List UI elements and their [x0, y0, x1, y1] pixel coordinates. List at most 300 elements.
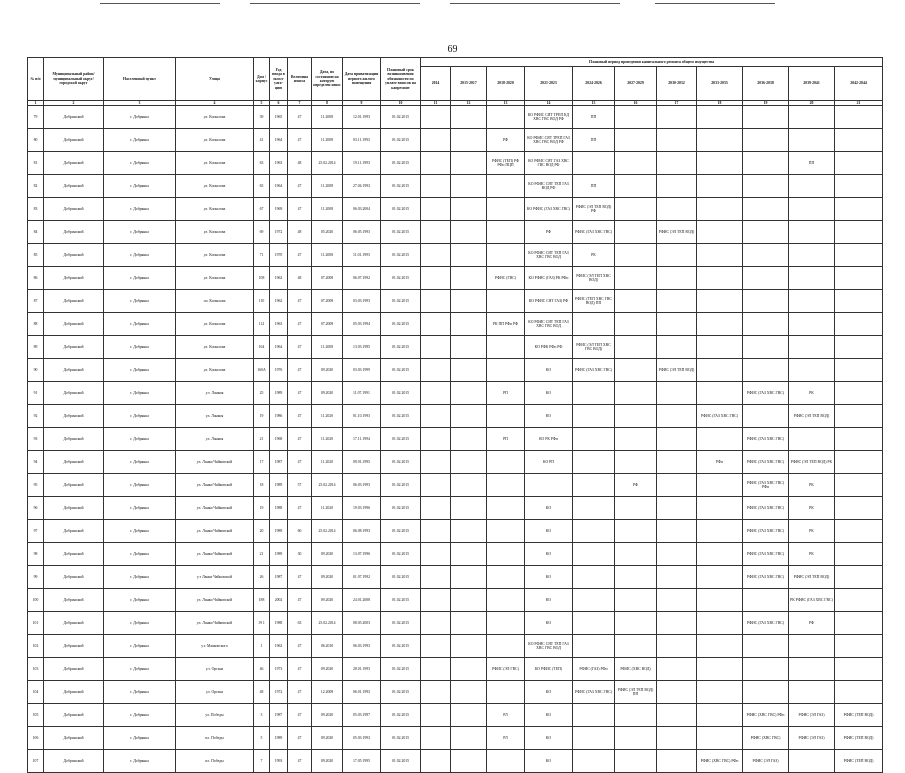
period-cell	[657, 612, 697, 635]
period-cell	[835, 428, 883, 451]
fee-date-cell: 01.02.2015	[381, 152, 421, 175]
period-cell	[835, 129, 883, 152]
district-cell: Добринский	[44, 313, 104, 336]
period-cell	[451, 382, 487, 405]
wear-date-cell: 09.2020	[312, 704, 343, 727]
house-cell: 164	[254, 336, 270, 359]
period-cell	[615, 336, 657, 359]
period-cell	[697, 658, 743, 681]
year-cell: 1972	[270, 681, 288, 704]
period-cell	[487, 681, 525, 704]
period-cell	[615, 129, 657, 152]
wear-cell: 48	[288, 221, 312, 244]
period-cell	[451, 405, 487, 428]
period-cell: КО РП	[525, 451, 573, 474]
privatization-date-cell: 06.07.1992	[343, 267, 381, 290]
district-cell: Добринский	[44, 589, 104, 612]
period-cell	[697, 198, 743, 221]
table-row	[28, 129, 883, 152]
district-cell: Добринский	[44, 497, 104, 520]
table-row	[28, 612, 883, 635]
column-number: 6	[270, 101, 288, 106]
period-cell	[451, 198, 487, 221]
period-cell	[657, 566, 697, 589]
period-cell: РП	[487, 382, 525, 405]
fee-date-cell: 01.02.2015	[381, 635, 421, 658]
street-cell: у.т Ланки Чайковской	[176, 566, 254, 589]
year-cell: 1989	[270, 543, 288, 566]
period-cell	[421, 520, 451, 543]
period-cell	[657, 474, 697, 497]
period-cell	[573, 451, 615, 474]
privatization-date-cell: 11.01.1993	[343, 244, 381, 267]
period-cell	[451, 451, 487, 474]
street-cell: пл. Копылова	[176, 290, 254, 313]
wear-cell: 47	[288, 175, 312, 198]
period-cell: РФИС (ХВС ГВС)	[743, 727, 789, 750]
period-cell	[615, 152, 657, 175]
period-cell: КО	[525, 543, 573, 566]
row-number: 103	[28, 658, 44, 681]
period-cell	[697, 336, 743, 359]
fee-date-cell: 01.02.2015	[381, 681, 421, 704]
period-cell	[421, 405, 451, 428]
table-row	[28, 451, 883, 474]
period-cell	[615, 221, 657, 244]
wear-date-cell: 07.2008	[312, 267, 343, 290]
year-cell: 1987	[270, 566, 288, 589]
period-cell	[743, 658, 789, 681]
period-cell	[487, 497, 525, 520]
period-cell	[573, 704, 615, 727]
period-cell	[487, 566, 525, 589]
column-number: 1	[28, 101, 44, 106]
period-cell: РФИС (ЭЛ ТЕП ХВС ГВС ВОД)	[573, 336, 615, 359]
privatization-date-cell: 01.10.1993	[343, 405, 381, 428]
period-cell	[789, 336, 835, 359]
period-cell: КО	[525, 750, 573, 773]
period-cell	[573, 589, 615, 612]
street-cell: у.т. Ланкия	[176, 382, 254, 405]
period-cell	[657, 497, 697, 520]
period-cell	[573, 382, 615, 405]
period-cell	[421, 612, 451, 635]
street-cell: ул. Ланкия	[176, 428, 254, 451]
period-cell	[421, 221, 451, 244]
privatization-date-cell: 05.03.1997	[343, 704, 381, 727]
period-cell	[743, 336, 789, 359]
period-cell	[451, 658, 487, 681]
fee-date-cell: 01.02.2015	[381, 589, 421, 612]
wear-cell: 47	[288, 658, 312, 681]
place-cell: г. Добрянка	[104, 589, 176, 612]
house-cell: 108	[254, 267, 270, 290]
district-cell: Добринский	[44, 750, 104, 773]
period-cell	[573, 727, 615, 750]
table-row	[28, 428, 883, 451]
privatization-date-cell: 05.03.1993	[343, 727, 381, 750]
year-cell: 2002	[270, 589, 288, 612]
period-cell	[451, 681, 487, 704]
period-cell	[573, 152, 615, 175]
period-cell	[657, 589, 697, 612]
period-cell	[835, 152, 883, 175]
period-cell	[615, 727, 657, 750]
street-cell: ул. Ланкия	[176, 405, 254, 428]
table-row	[28, 727, 883, 750]
column-number: 10	[381, 101, 421, 106]
period-cell	[657, 336, 697, 359]
table-row	[28, 359, 883, 382]
period-cell: РФИС (ЭЛ ТЕП ВОД) ПП	[615, 681, 657, 704]
period-cell	[835, 313, 883, 336]
period-cell	[451, 589, 487, 612]
table-row	[28, 221, 883, 244]
row-number: 91	[28, 382, 44, 405]
row-number: 104	[28, 681, 44, 704]
fee-date-cell: 01.02.2015	[381, 727, 421, 750]
period-cell: РФ	[487, 129, 525, 152]
column-number: 17	[657, 101, 697, 106]
place-cell: г. Добрянка	[104, 405, 176, 428]
period-cell	[451, 474, 487, 497]
column-number: 18	[697, 101, 743, 106]
street-cell: пл. Победы	[176, 727, 254, 750]
year-cell: 1989	[270, 474, 288, 497]
column-number: 19	[743, 101, 789, 106]
row-number: 105	[28, 704, 44, 727]
district-cell: Добринский	[44, 267, 104, 290]
table-row	[28, 290, 883, 313]
table-row	[28, 244, 883, 267]
wear-date-cell: 12.2008	[312, 681, 343, 704]
period-cell: КО РФИС СЯТ ТЕП ГАЗ ХВС ГВС ВОД	[525, 635, 573, 658]
place-cell: г. Добрянка	[104, 244, 176, 267]
period-cell	[743, 290, 789, 313]
period-cell	[743, 198, 789, 221]
fee-date-cell: 01.02.2015	[381, 382, 421, 405]
top-rule	[250, 3, 420, 4]
period-cell	[835, 221, 883, 244]
period-cell	[421, 313, 451, 336]
period-cell	[573, 635, 615, 658]
place-cell: г. Добрянка	[104, 106, 176, 129]
privatization-date-cell: 17.11.1994	[343, 428, 381, 451]
wear-date-cell: 09.2020	[312, 543, 343, 566]
period-cell	[451, 428, 487, 451]
period-cell	[421, 359, 451, 382]
period-cell	[451, 750, 487, 773]
period-cell	[697, 566, 743, 589]
period-cell: РФИС (ТЕП) РФ РФп ПЦП	[487, 152, 525, 175]
row-number: 94	[28, 451, 44, 474]
district-cell: Добринский	[44, 382, 104, 405]
street-cell: ул. Копылова	[176, 198, 254, 221]
place-cell: г. Добрянка	[104, 704, 176, 727]
top-rule	[450, 3, 620, 4]
privatization-date-cell: 11.07.1991	[343, 382, 381, 405]
period-cell	[835, 543, 883, 566]
period-cell	[487, 589, 525, 612]
table-row	[28, 336, 883, 359]
period-cell	[487, 635, 525, 658]
period-cell	[789, 198, 835, 221]
period-cell	[615, 267, 657, 290]
period-cell	[451, 704, 487, 727]
house-cell: 110	[254, 290, 270, 313]
period-cell	[451, 152, 487, 175]
house-cell: 39	[254, 106, 270, 129]
period-cell: КО	[525, 497, 573, 520]
period-cell: РК	[789, 520, 835, 543]
period-cell: КО РФИС (ГАЗ ХВС ГВС)	[525, 198, 573, 221]
privatization-date-cell: 06.03.2004	[343, 198, 381, 221]
col-header: Плановый срок возникновения обязанности по уплате взносов на капремонт	[381, 58, 421, 101]
period-cell	[421, 336, 451, 359]
period-cell	[421, 474, 451, 497]
wear-cell: 30	[288, 543, 312, 566]
house-cell: 160А	[254, 359, 270, 382]
wear-date-cell: 07.2008	[312, 290, 343, 313]
period-cell: РФИС (ЭЛ ГАЗ)	[789, 704, 835, 727]
street-cell: ул. Копылова	[176, 313, 254, 336]
period-cell	[789, 175, 835, 198]
wear-cell: 47	[288, 313, 312, 336]
period-cell	[743, 635, 789, 658]
year-cell: 1962	[270, 635, 288, 658]
column-number: 4	[176, 101, 254, 106]
period-cell	[743, 589, 789, 612]
period-cell	[487, 244, 525, 267]
period-cell: РФИС (ГАЗ ХВС ГВС)	[697, 405, 743, 428]
district-cell: Добринский	[44, 244, 104, 267]
privatization-date-cell: 06.01.1993	[343, 681, 381, 704]
col-header: № п/п	[28, 58, 44, 101]
period-cell	[421, 129, 451, 152]
period-cell: РФИС (ЭЛ ГАЗ)	[743, 750, 789, 773]
street-cell: ул. Ланки Чайковской	[176, 520, 254, 543]
period-cell	[451, 221, 487, 244]
table-row	[28, 175, 883, 198]
period-cell	[657, 658, 697, 681]
row-number: 102	[28, 635, 44, 658]
row-number: 92	[28, 405, 44, 428]
district-cell: Добринский	[44, 106, 104, 129]
wear-date-cell: 25.02.2014	[312, 612, 343, 635]
fee-date-cell: 01.02.2015	[381, 267, 421, 290]
row-number: 95	[28, 474, 44, 497]
wear-date-cell: 11.2020	[312, 451, 343, 474]
period-cell	[421, 635, 451, 658]
table-row	[28, 474, 883, 497]
period-cell	[421, 175, 451, 198]
house-cell: 48	[254, 681, 270, 704]
top-rule	[655, 3, 775, 4]
district-cell: Добринский	[44, 704, 104, 727]
house-cell: 18	[254, 474, 270, 497]
column-number: 16	[615, 101, 657, 106]
period-header: 2015-2017	[451, 67, 487, 101]
wear-date-cell: 25.02.2014	[312, 152, 343, 175]
fee-date-cell: 01.02.2015	[381, 658, 421, 681]
house-cell: 3	[254, 704, 270, 727]
district-cell: Добринский	[44, 129, 104, 152]
wear-date-cell: 25.02.2014	[312, 474, 343, 497]
period-cell: КО РФИС СЯТ ГАЗ) РФ	[525, 290, 573, 313]
period-cell: КО РК РФп	[525, 428, 573, 451]
year-cell: 1968	[270, 428, 288, 451]
period-cell	[743, 106, 789, 129]
period-cell: КО	[525, 589, 573, 612]
place-cell: г. Добрянка	[104, 428, 176, 451]
period-cell	[657, 543, 697, 566]
period-header: 2030-2032	[657, 67, 697, 101]
street-cell: ул. Победы	[176, 704, 254, 727]
plan-group-header: Плановый период проведения капитального ремонта общего имущества	[421, 58, 883, 67]
period-cell	[573, 497, 615, 520]
period-cell: РФИС (ЭЛ ТЕП ВОД)	[789, 566, 835, 589]
period-cell	[573, 313, 615, 336]
wear-date-cell: 09.2020	[312, 359, 343, 382]
period-cell: ПП	[573, 129, 615, 152]
wear-date-cell: 06.2010	[312, 635, 343, 658]
table-row	[28, 543, 883, 566]
period-cell	[697, 129, 743, 152]
period-cell	[789, 658, 835, 681]
period-cell: РФИС (ГАЗ ХВС ГВС)	[743, 497, 789, 520]
wear-date-cell: 11.2020	[312, 428, 343, 451]
row-number: 101	[28, 612, 44, 635]
table-row	[28, 267, 883, 290]
fee-date-cell: 01.02.2015	[381, 290, 421, 313]
table-row	[28, 589, 883, 612]
house-cell: 26	[254, 566, 270, 589]
col-header: Населенный пункт	[104, 58, 176, 101]
period-cell	[573, 405, 615, 428]
place-cell: г. Добрянка	[104, 221, 176, 244]
privatization-date-cell: 08.05.2003	[343, 612, 381, 635]
period-cell	[743, 244, 789, 267]
period-cell	[697, 106, 743, 129]
period-cell	[451, 359, 487, 382]
column-number: 8	[312, 101, 343, 106]
period-cell	[615, 497, 657, 520]
wear-date-cell: 09.2020	[312, 727, 343, 750]
period-cell	[657, 175, 697, 198]
house-cell: 21	[254, 428, 270, 451]
wear-cell: 47	[288, 336, 312, 359]
period-cell	[835, 612, 883, 635]
period-cell	[697, 520, 743, 543]
period-cell	[573, 543, 615, 566]
wear-cell: 47	[288, 589, 312, 612]
period-cell	[615, 612, 657, 635]
year-cell: 1987	[270, 451, 288, 474]
column-number: 14	[525, 101, 573, 106]
period-cell: КО	[525, 566, 573, 589]
period-cell	[573, 428, 615, 451]
period-cell	[421, 428, 451, 451]
period-cell	[487, 405, 525, 428]
period-cell: РФИС (ГАЗ) РФп	[573, 658, 615, 681]
period-cell	[697, 612, 743, 635]
table-row	[28, 497, 883, 520]
period-cell	[835, 106, 883, 129]
house-cell: 19	[254, 497, 270, 520]
period-cell	[697, 474, 743, 497]
period-cell	[789, 244, 835, 267]
privatization-date-cell: 28.01.1993	[343, 658, 381, 681]
period-cell: РФИС (ХВС ВОД)	[615, 658, 657, 681]
period-cell	[615, 566, 657, 589]
period-cell: КО РФИС (ТЕП)	[525, 658, 573, 681]
house-cell: 65	[254, 175, 270, 198]
period-cell	[525, 474, 573, 497]
fee-date-cell: 01.02.2015	[381, 198, 421, 221]
period-cell	[451, 290, 487, 313]
period-cell	[487, 106, 525, 129]
district-cell: Добринский	[44, 428, 104, 451]
period-cell	[615, 106, 657, 129]
capital-repair-table	[27, 57, 883, 773]
wear-cell: 47	[288, 359, 312, 382]
fee-date-cell: 01.02.2015	[381, 428, 421, 451]
period-cell: РФИС (ЭЛ ТЕП ВОД)	[789, 405, 835, 428]
street-cell: ул. Копылова	[176, 244, 254, 267]
privatization-date-cell: 19.11.1993	[343, 152, 381, 175]
period-cell	[835, 359, 883, 382]
period-cell	[421, 451, 451, 474]
period-cell	[657, 727, 697, 750]
street-cell: ул. Копылова	[176, 221, 254, 244]
period-cell	[657, 635, 697, 658]
table-row	[28, 152, 883, 175]
column-number: 3	[104, 101, 176, 106]
period-cell: РФИС (ТЕП ВОД)	[835, 727, 883, 750]
privatization-date-cell: 06.03.1993	[343, 635, 381, 658]
place-cell: г. Добрянка	[104, 290, 176, 313]
period-cell	[487, 520, 525, 543]
row-number: 99	[28, 566, 44, 589]
period-cell: КО	[525, 405, 573, 428]
period-cell	[421, 704, 451, 727]
house-cell: 5	[254, 727, 270, 750]
period-cell: РП	[487, 428, 525, 451]
privatization-date-cell: 24.01.2008	[343, 589, 381, 612]
period-cell: ПП	[573, 106, 615, 129]
wear-date-cell: 11.2008	[312, 244, 343, 267]
privatization-date-cell: 03.11.1993	[343, 129, 381, 152]
wear-date-cell: 11.2020	[312, 497, 343, 520]
period-cell	[743, 267, 789, 290]
privatization-date-cell: 06.03.1993	[343, 474, 381, 497]
period-cell	[615, 635, 657, 658]
row-number: 86	[28, 267, 44, 290]
district-cell: Добринский	[44, 451, 104, 474]
period-cell	[615, 198, 657, 221]
place-cell: г. Добрянка	[104, 612, 176, 635]
street-cell: ул. Органа	[176, 681, 254, 704]
street-cell: пл. Победы	[176, 750, 254, 773]
privatization-date-cell: 17.05.1995	[343, 750, 381, 773]
period-cell	[657, 129, 697, 152]
place-cell: г. Добрянка	[104, 727, 176, 750]
period-cell: РФИС (ЭЛ ГВС)	[487, 658, 525, 681]
row-number: 84	[28, 221, 44, 244]
period-cell	[615, 359, 657, 382]
place-cell: г. Добрянка	[104, 474, 176, 497]
period-cell	[697, 290, 743, 313]
